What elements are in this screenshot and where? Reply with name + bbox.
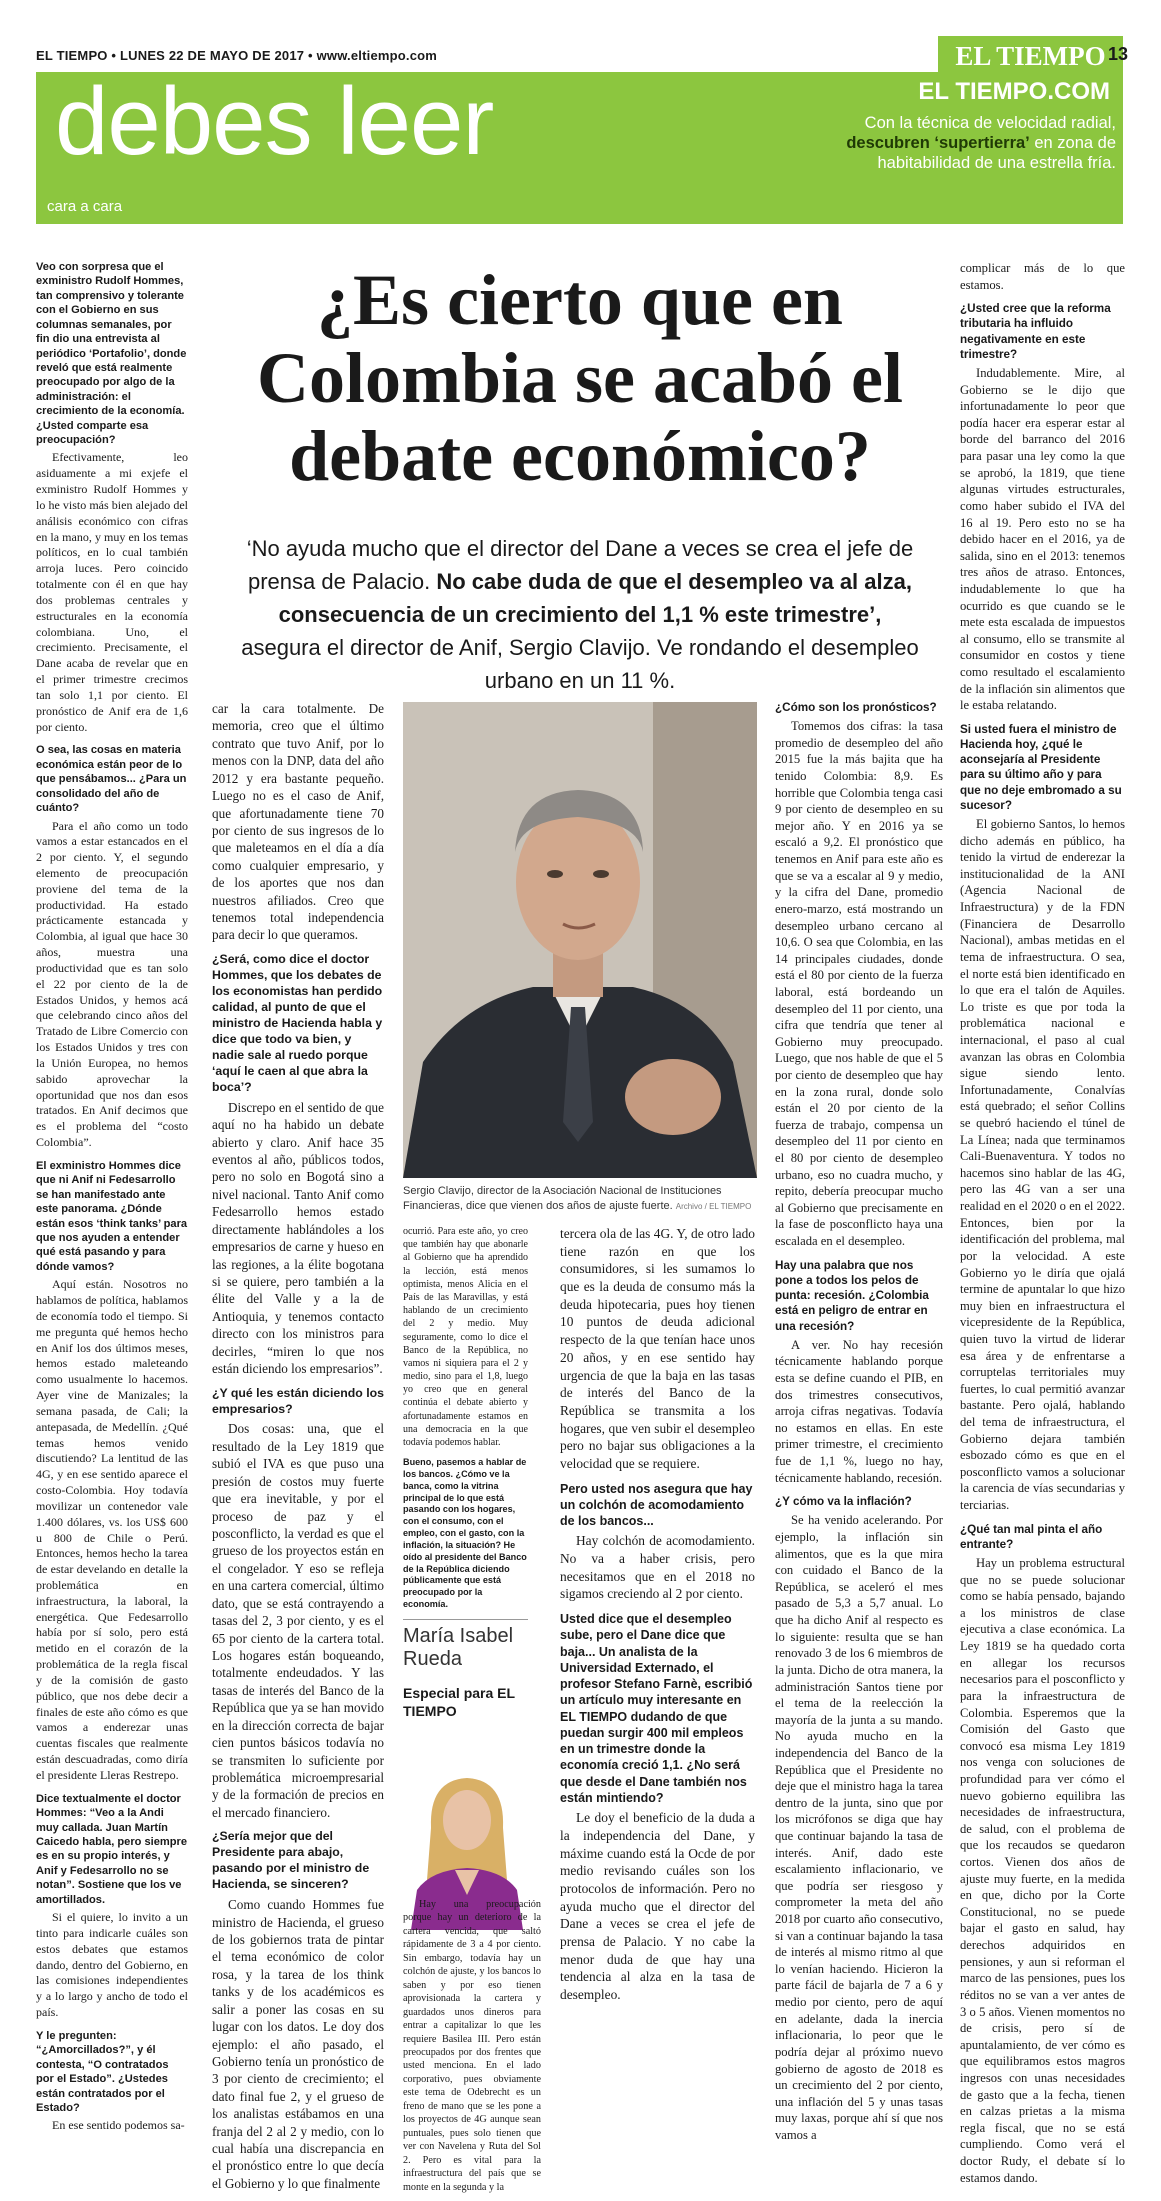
question: Pero usted nos asegura que hay un colchón de acomodamiento de los bancos... xyxy=(560,1481,753,1529)
question: ¿Y qué les están diciendo los empresarios? xyxy=(212,1385,384,1416)
column-6 xyxy=(960,260,1125,2186)
answer: Aquí están. Nosotros no hablamos de política, hablamos de economía todo el tiempo. Si me pregunta qué hemos hecho en Anif los dos últimos meses, hemos estado maleteando como usualmente lo hacemos. Ayer vine de Manizales; la semana pasada, de Cali; la antepasada, de Medellín. ¿Qué temas hemos venido discutiendo? La lentitud de las 4G, y en ese sentido aparece el costo-Colombia. Hoy todavía movilizar un contenedor vale 1.400 dólares, vs. los US$ 600 u 800 de Chile o Perú. Entonces, hemos hecho la tarea de estar develando en detalle la problemática en infraestructura, la laboral, la energética. Que Fedesarrollo había por sí solo, pero está metido en el corazón de la problemática de la regla fiscal y de la comisión de gasto público, que nos debe decir a finales de este año cómo es que vamos a enderezar unas cuentas fiscales que realmente están descuadradas, como diría el presidente Lleras Restrepo. xyxy=(36,1277,188,1782)
answer: En ese sentido podemos sa- xyxy=(52,2118,185,2133)
column-3-top xyxy=(403,1225,528,1614)
question: Usted dice que el desempleo sube, pero el Dane dice que baja... Un analista de la Universidad Externado, el profesor Stefano Farnè, escribió un artículo muy interesante en EL TIEMPO dudando de que puedan surgir 400 mil empleos en un trimestre donde la economía creció 1,1. ¿No será que desde el Dane también nos están mintiendo? xyxy=(560,1612,753,1805)
question: Veo con sorpresa que el exministro Rudolf Hommes, tan comprensivo y tolerante con el Gobierno en sus columnas semanales, por fin dio una entrevista al periódico ‘Portafolio’, donde reveló que está realmente preocupado por algo de la administración: el crecimiento de la economía. ¿Usted comparte esa preocupación? xyxy=(36,261,187,447)
teaser-post: en zona de habitabilidad de una estrella fría. xyxy=(877,133,1116,172)
photo-caption xyxy=(403,1184,757,1214)
headline: ¿Es cierto que en Colombia se acabó el debate económico? xyxy=(257,260,903,496)
question: Bueno, pasemos a hablar de los bancos. ¿Cómo ve la banca, como la vitrina principal de lo que está pasando con los hogares, con el consumo, con el empleo, con el gasto, con la inflación, la situación? He oído al presidente del Banco de la República diciendo públicamente que está preocupado por la economía. xyxy=(403,1457,527,1609)
question: ¿Será, como dice el doctor Hommes, que los debates de los economistas han perdido calidad, al punto de que el ministro de Hacienda habla y dice que todo va bien, y nadie sale al ruedo porque ‘aquí le caen al que abra la boca’? xyxy=(212,951,383,1094)
answer: Discrepo en el sentido de que aquí no ha habido un debate abierto y claro. Anif hace 35 eventos al año, públicos todos, pero no solo en Bogotá sino a nivel nacional. Tanto Anif como Fedesarrollo hemos estado directamente hablándoles a los empresarios de carne y hueso en las regiones, a la élite bogotana si se quiere, pero también a la élite del Valle y a la de Antioquia, y tenemos contacto directo con los ministros para decirles, “miren lo que nos están diciendo los empresarios”. xyxy=(212,1099,384,1377)
answer: A ver. No hay recesión técnicamente hablando porque esta se define cuando el PIB, en dos trimestres consecutivos, arroja cifras negativas. Todavía no estamos en ellas. En este primer trimestre, el crecimiento fue de 1,1 %, luego no hay, técnicamente hablando, recesión. xyxy=(775,1337,943,1485)
answer: Dos cosas: una, que el resultado de la Ley 1819 que subió el IVA es que puso una presión de costos muy fuerte que era inevitable, y por el proceso de paz y el posconflicto, la verdad es que el grueso de los proyectos están en el congelador. Y eso se refleja en una cartera comercial, último dato, que se está contrayendo a tasas del 2, 3 por ciento, y es el 65 por ciento de la cartera total. Los hogares están boqueando, totalmente endeudados. Y las tasas de interés del Banco de la República que ya se han movido en la dirección correcta de bajar cien puntos básicos todavía no se transmiten lo suficiente por problemática microempresarial y de la formación de precios en el mercado financiero. xyxy=(212,1421,384,1820)
photo-credit: Archivo / EL TIEMPO xyxy=(675,1201,752,1211)
column-2 xyxy=(212,700,384,2192)
question: ¿Qué tan mal pinta el año entrante? xyxy=(960,1522,1103,1551)
column-1 xyxy=(36,260,188,2134)
answer: tercera ola de las 4G. Y, de otro lado tiene razón en que los consumidores, si les sumamos lo que es la deuda de consumo más la deuda hipotecaria, pues hoy tienen 10 puntos de deuda adicional respecto de la que tenían hace unos 20 años, y en ese sentido hay urgencia de que la baja en las tasas de interés del Banco de la República se transmita a los hogares, que ven subir el desempleo pero no bajar sus obligaciones a la velocidad que se requiere. xyxy=(560,1226,755,1471)
deck-part-2: asegura el director de Anif, Sergio Clavijo. Ve rondando el desempleo urbano en un 11 %. xyxy=(241,635,919,693)
teaser-pre: Con la técnica de velocidad radial, xyxy=(864,114,1116,132)
question: O sea, las cosas en materia económica están peor de lo que pensábamos... ¿Para un consolidado del año de cuánto? xyxy=(36,744,187,815)
column-3-bottom xyxy=(403,1898,541,2194)
subsection-label: cara a cara xyxy=(47,198,123,215)
question: ¿Sería mejor que del Presidente para abajo, pasando por el ministro de Hacienda, se sinceren? xyxy=(212,1829,370,1892)
question: ¿Y cómo va la inflación? xyxy=(775,1495,912,1509)
answer: complicar más de lo que estamos. xyxy=(960,261,1125,292)
columnist-rule xyxy=(403,1619,528,1620)
deck-part-1: ‘No ayuda mucho que el director del Dane a veces se crea el jefe de prensa de Palacio. xyxy=(246,536,914,594)
teaser-bold: descubren ‘supertierra’ xyxy=(846,133,1030,152)
answer: ocurrió. Para este año, yo creo que también hay que abonarle al Gobierno que ha aprendido la lección, está menos optimista, menos Alicia en el País de las Maravillas, y está hablando de un crecimiento del 2 y medio. Muy seguramente, como lo dice el Banco de la República, no vamos ni siquiera para el 2 y medio, sino para el 1,8, luego yo creo que en general continúa el debate abierto y afortunadamente estamos en una democracia en la que todavía podemos hablar. xyxy=(403,1226,528,1448)
article-photo xyxy=(403,702,757,1178)
answer: Tomemos dos cifras: la tasa promedio de desempleo del año 2015 fue la más bajita que ha tenido Colombia: 8,9. Es horrible que Colombia tenga casi 9 por ciento de desempleo en su mejor año. Y en 2016 ya se escaló a 9,2. El pronóstico que tenemos en Anif para este año es que se va a escalar al 9 y medio, y la cifra del Dane, promedio enero-marzo, está mostrando un desempleo urbano cercano al 10,6. O sea que Colombia, en las 14 principales ciudades, donde está el 80 por ciento de la fuerza laboral, está bordeando un desempleo del 11 por ciento, una cifra que tendría que tener al Gobierno muy preocupado. Luego, que nos hable de que el 5 por ciento de desempleo que hay en la zona rural, donde solo están el 20 por ciento de la fuerza de trabajo, compensa un desempleo del 11 por ciento en el 80 por ciento de desempleo urbano, eso no cuadra mucho, y repito, debería preocupar mucho al Gobierno que precisamente en la fase de posconflicto haya una escalada en el desempleo. xyxy=(775,719,943,1249)
question: Dice textualmente el doctor Hommes: “Veo a la Andi muy callada. Juan Martín Caicedo habla, pero siempre es en su propio interés, y Anif y Fedesarrollo no se notan”. Sostiene que los ve amortillados. xyxy=(36,1792,188,1906)
deck xyxy=(240,532,920,697)
question: Hay una palabra que nos pone a todos los pelos de punta: recesión. ¿Colombia está en peligro de entrar en una recesión? xyxy=(775,1258,929,1333)
question: El exministro Hommes dice que ni Anif ni Fedesarrollo se han manifestado ante este panorama. ¿Dónde están esos ‘think tanks’ para que nos ayuden a entender qué está pasando y para dónde vamos? xyxy=(36,1159,188,1273)
answer: Hay colchón de acomodamiento. No va a haber crisis, pero necesitamos que en el 2018 no sigamos creciendo al 2 por ciento. xyxy=(560,1533,755,1602)
answer: El gobierno Santos, lo hemos dicho además en público, ha tenido la virtud de enderezar la institucionalidad de la ANI (Agencia Nacional de Infraestructura) y de la FDN (Financiera de Desarrollo Nacional), ambas metidas en el tema de infraestructura. O sea, el norte está bien identificado en lo que era el talón de Aquiles. Lo triste es que por toda la problemática nacional e internacional, el paso al cual avanzan las obras en Colombia sigue siendo lento. Infortunadamente, Conalvías está quebrado; el señor Collins se quebró haciendo el túnel de La Línea; nada que terminamos Cali-Buenaventura. Y todos no hacemos sino hablar de las 4G, pero las 4G van a ser una realidad en el 2020 o en el 2022. Entonces, bien por la identificación del problema, mal por la velocidad. A este Gobierno yo le diría que ojalá termine de apuntalar lo que hizo muy bien en infraestructura el vicepresidente de la República, quien tuvo la virtud de liderar esa área y de enfrentarse a corruptelas territoriales muy fuertes, lo cual permitió avanzar bastante. Pero ojalá, hablando del tema de infraestructura, el Gobierno dejara también esbozado cómo es que en el posconflicto vamos a solucionar la carencia de vías secundarias y terciarias. xyxy=(960,817,1125,1513)
web-name: EL TIEMPO.COM xyxy=(918,78,1110,105)
answer: Para el año como un todo vamos a estar estancados en el 2 por ciento. Y, el segundo elemento de preocupación proviene del tema de la productividad. Ha estado prácticamente estancada y Colombia, al igual que hace 30 años, muestra una productividad que es tan solo el 22 por ciento de la de Estados Unidos, y hemos acá que celebrando cinco años del Tratado de Libre Comercio con los Estados Unidos y tres con la Unión Europea, no hemos sabido aprovechar la oportunidad que nos dan esos tratados. En Anif decimos que es el problema del “costo Colombia”. xyxy=(36,818,188,1150)
answer: Si el quiere, lo invito a un tinto para indicarle cuáles son estos debates que estamos dando, dentro del Gobierno, en las comisiones independientes y a lo largo y ancho de todo el país. xyxy=(36,1910,188,2020)
columnist-role: Especial para EL TIEMPO xyxy=(403,1685,515,1719)
columnist-box xyxy=(403,1625,528,1720)
caption-text: Sergio Clavijo, director de la Asociación Nacional de Instituciones Financieras, dice que vienen dos años de ajuste fuerte. xyxy=(403,1185,722,1212)
answer: Efectivamente, leo asiduamente a mi exjefe el exministro Rudolf Hommes y lo he visto más bien alejado del análisis económico con cifras en la mano, y muy en los temas políticos, en lo cual también arroja luces. Pero coincido totalmente con él en que hay dos problemas centrales y estructurales en la economía colombiana. Uno, el crecimiento. Precisamente, el Dane acaba de revelar que en el primer trimestre crecimos tan solo 1,1 por ciento. El pronóstico de Anif era de 1,6 por ciento. xyxy=(36,450,188,734)
question: ¿Usted cree que la reforma tributaria ha influido negativamente en este trimestre? xyxy=(960,302,1111,361)
answer: Hay una preocupación porque hay un deterioro de la cartera vencida, que saltó rápidamente de 3 a 4 por ciento. Sin embargo, todavía hay un colchón de ajuste, y los bancos lo saben y por eso tienen aprovisionada la cartera y guardados unos dineros para entrar a capitalizar lo que les requiere Basilea III. Pero están preocupados por dos frentes que usted menciona. En el lado corporativo, pues obviamente este tema de Odebrecht es un freno de mano que se les pone a los proyectos de 4G aunque sean puntuales, pues solo tienen que ver con Navelena y Ruta del Sol 2. Pero es vital para la infraestructura del país que se monte en la segunda y la xyxy=(403,1899,541,2193)
answer: Como cuando Hommes fue ministro de Hacienda, el grueso de los gobiernos trata de pintar el tema económico de color rosa, y la tarea de los think tanks y de los académicos es salir a poner las cosas en su lugar con los datos. Le doy dos ejemplo: el año pasado, el Gobierno tenía un pronóstico de 3 por ciento de crecimiento; el dato final fue 2, y el grueso de los analistas estábamos en una franja del 2 al 2 y medio, con lo cual había una discrepancia en el pronóstico entre lo que decía el Gobierno y lo que finalmente xyxy=(212,1897,384,2191)
answer: Hay un problema estructural que no se puede solucionar como se había pensado, bajando a los ministros de clase ejecutiva a clase económica. La Ley 1819 se ha quedado corta en allegar los recursos necesarios para el posconflicto y para la infraestructura de Colombia. Esperemos que la Comisión del Gasto que convocó esa misma Ley 1819 nos venga con soluciones de profundidad para ver cómo el nuevo gobierno equilibra las necesidades de infraestructura, de salud, con el problema de que los recaudos se quedaron cortos. Vienen dos años de ajuste muy fuerte, en la medida en que, dicho por la Corte Constitucional, no se puede bajar el gasto en salud, hay derechos adquiridos en pensiones, y aun si reforman el marco de las pensiones, pues los réditos no se van a ver antes de 3 o 5 años. Vienen momentos no de crisis, pero sí de apuntalamiento, de ver cómo es que equilibramos estos magros ingresos con unas necesidades de gasto que a la fecha, tienen en calzas prietas a la misma regla fiscal, que no se está cumpliendo. Como verá el doctor Rudy, el debate sí lo estamos dando. xyxy=(960,1556,1125,2185)
answer: Le doy el beneficio de la duda a la independencia del Dane, y máxime cuando está la Ocde de por medio revisando cuáles son los protocolos de información. Pero no ayuda mucho que el director del Dane a veces se crea el jefe de prensa de Palacio. Y no cabe la menor duda de que hay una tendencia al alza en la tasa de desempleo. xyxy=(560,1810,755,2002)
question: Si usted fuera el ministro de Hacienda hoy, ¿qué le aconsejaría al Presidente para su último año y para que no deje embromado a su sucesor? xyxy=(960,722,1122,812)
answer: Indudablemente. Mire, al Gobierno se le dijo que infortunadamente lo peor que podía hacer era esperar estar al borde del barranco del 2016 para pasar una ley como la que se aprobó, la 1819, que tiene algunas virtudes estructurales, como haber subido el IVA del 16 al 19. Pero esto no se ha debido hacer en el 2016, ya de salida, sino en el 2013: tenemos tres años de atraso. Entonces, indudablemente lo que ha ocurrido es que cuando se le mete esta escalada de impuestos al consumo, ello se transmite al consumidor en costos y tiene como resultado el escalamiento de la inflación sin alimentos que le estaba relatando. xyxy=(960,366,1125,713)
web-teaser[interactable] xyxy=(760,114,1116,173)
page-number: 13 xyxy=(1108,44,1129,64)
portrait-illustration xyxy=(403,702,757,1178)
columnist-first-name: María Isabel xyxy=(403,1625,514,1647)
answer: Se ha venido acelerando. Por ejemplo, la inflación sin alimentos, que es la que mira con cuidado el Banco de la República, se aceleró el mes pasado de 5,3 a 5,7 anual. Lo que ha dicho Anif al respecto es lo siguiente: resulta que se han renovado 3 de los 6 miembros de la junta. Dicho de otra manera, la administración Santos tiene por el tema de la reelección la mayoría de la junta a su mando. No ayuda mucho en la independencia del Banco de la República que el Presidente no deje que el ministro haga la tarea dentro de la junta, sino que por los micrófonos se diga que hay que continuar bajando la tasa de interés. Anif, dado este escalamiento inflacionario, ve que podría ser riesgoso y comprometer la meta del año 2018 por cuarto año consecutivo, si van a continuar bajando la tasa de interés al mismo ritmo al que lo venían haciendo. Hicieron la parte fácil de bajarla de 7 a 6 y medio por ciento, pero de aquí en adelante, dada la inercia inflacionaria, lo peor que le podría dejar al próximo nuevo gobierno de agosto de 2018 es un crecimiento del 2 por ciento, una inflación del 5 y unas tasas muy laxas, porque ahí sí que nos vamos a xyxy=(775,1513,943,2142)
dateline: EL TIEMPO • LUNES 22 DE MAYO DE 2017 • www.eltiempo.com xyxy=(36,48,438,63)
section-title: debes leer xyxy=(55,68,494,175)
columnist-last-name: Rueda xyxy=(403,1648,462,1670)
column-5 xyxy=(775,700,943,2144)
question: Y le pregunten: “¿Amorcillados?”, y él contesta, “O contratados por el Estado”. ¿Ustedes están contratados por el Estado? xyxy=(36,2029,169,2115)
brand-tab: EL TIEMPO xyxy=(938,36,1123,76)
question: ¿Cómo son los pronósticos? xyxy=(775,701,937,714)
deck-bold: No cabe duda de que el desempleo va al alza, consecuencia de un crecimiento del 1,1 % este trimestre’, xyxy=(278,569,912,627)
column-4 xyxy=(560,1225,755,2004)
answer: car la cara totalmente. De memoria, creo que el último contrato que tuvo Anif, por lo menos con la DNP, data del año 2012 y era bastante pequeño. Luego no es el caso de Anif, que afortunadamente tiene 70 por ciento de sus ingresos de lo que maleteamos en el día a día como cualquier empresario, y de los aportes que nos dan nuestros afiliados. Creo que tenemos total independencia para decir lo que queramos. xyxy=(212,701,384,943)
